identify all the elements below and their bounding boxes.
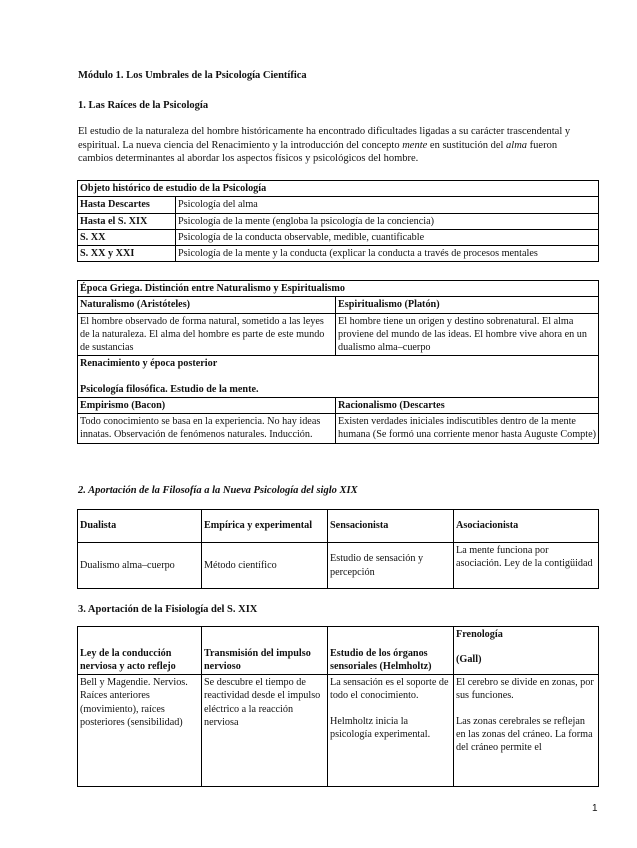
- empirical-cell: Método científico: [202, 543, 328, 589]
- sensationist-heading: Sensacionista: [328, 510, 454, 543]
- spiritualism-heading: Espiritualismo (Platón): [336, 297, 599, 313]
- table1-period: S. XX y XXI: [78, 246, 176, 262]
- conduction-cell: Bell y Magendie. Nervios. Raíces anteriores (movimiento), raíces posteriores (sensibilidad): [78, 675, 202, 787]
- rationalism-heading: Racionalismo (Descartes: [336, 397, 599, 413]
- sensory-organs-cell: [328, 675, 454, 787]
- section1-heading: 1. Las Raíces de la Psicología: [78, 100, 209, 111]
- section1-paragraph: [78, 125, 592, 166]
- table1-object: Psicología del alma: [176, 197, 599, 213]
- renaissance-heading: Renacimiento y época posterior: [80, 358, 218, 370]
- philosophical-psychology-heading: Psicología filosófica. Estudio de la mente.: [80, 383, 259, 395]
- para-part-c: fueron cambios determinantes al abordar los aspectos físicos y psicológicos del hombre.: [78, 139, 558, 165]
- table-row: [78, 213, 599, 229]
- transmission-cell: Se descubre el tiempo de reactividad desde el impulso eléctrico a la reacción nerviosa: [202, 675, 328, 787]
- sensory-organs-heading: Estudio de los órganos sensoriales (Helmholtz): [328, 627, 454, 675]
- phrenology-author: (Gall): [456, 654, 482, 666]
- historical-object-table: [77, 180, 599, 262]
- para-part-b: en sustitución del: [427, 139, 507, 151]
- sensory-text-1: La sensación es el soporte de todo el conocimiento.: [330, 677, 449, 702]
- para-term-mente: mente: [402, 139, 428, 151]
- para-term-alma: alma: [506, 139, 528, 151]
- naturalism-text: El hombre observado de forma natural, sometido a las leyes de la naturaleza. El alma del hombre es parte de este mundo de sustancias: [78, 313, 336, 356]
- associationist-cell: La mente funciona por asociación. Ley de la contigüidad: [454, 543, 599, 589]
- para-part-a: El estudio de la naturaleza del hombre históricamente ha encontrado dificultades ligadas a su carácter trascendental y espiritual. La nueva ciencia del Renacimiento y la introducción del concepto: [78, 126, 571, 151]
- table1-period: Hasta el S. XIX: [78, 213, 176, 229]
- table-row: [78, 197, 599, 213]
- philosophy-table: [77, 280, 599, 444]
- phrenology-heading-cell: [454, 627, 599, 675]
- phrenology-text-1: El cerebro se divide en zonas, por sus funciones.: [456, 677, 594, 702]
- dualist-heading: Dualista: [78, 510, 202, 543]
- table-row: [78, 229, 599, 245]
- table2-header: Época Griega. Distinción entre Naturalismo y Espiritualismo: [78, 281, 599, 297]
- table1-object: Psicología de la mente y la conducta (explicar la conducta a través de procesos mentales: [176, 246, 599, 262]
- renaissance-cell: [78, 356, 599, 398]
- philosophy-contribution-table: [77, 509, 599, 589]
- page-number: 1: [592, 803, 598, 814]
- spiritualism-text: El hombre tiene un origen y destino sobrenatural. El alma proviene del mundo de las ideas. El hombre vive ahora en un dualismo alma–cuerpo: [336, 313, 599, 356]
- phrenology-text-2: Las zonas cerebrales se reflejan en las zonas del cráneo. La forma del cráneo permite el: [456, 715, 593, 753]
- empiricism-heading: Empirismo (Bacon): [78, 397, 336, 413]
- associationist-heading: Asociacionista: [454, 510, 599, 543]
- conduction-heading: Ley de la conducción nerviosa y acto reflejo: [78, 627, 202, 675]
- phrenology-cell: [454, 675, 599, 787]
- empiricism-text: Todo conocimiento se basa en la experiencia. No hay ideas innatas. Observación de fenómenos naturales. Inducción.: [78, 414, 336, 444]
- table1-header: Objeto histórico de estudio de la Psicología: [78, 181, 599, 197]
- rationalism-text: Existen verdades iniciales indiscutibles dentro de la mente humana (Se formó una corriente menor hasta Auguste Compte): [336, 414, 599, 444]
- dualist-cell: Dualismo alma–cuerpo: [78, 543, 202, 589]
- table1-period: S. XX: [78, 229, 176, 245]
- sensationist-cell: Estudio de sensación y percepción: [328, 543, 454, 589]
- table1-period: Hasta Descartes: [78, 197, 176, 213]
- table1-object: Psicología de la conducta observable, medible, cuantificable: [176, 229, 599, 245]
- naturalism-heading: Naturalismo (Aristóteles): [78, 297, 336, 313]
- table1-object: Psicología de la mente (engloba la psicología de la conciencia): [176, 213, 599, 229]
- sensory-text-2: Helmholtz inicia la psicología experimental.: [330, 715, 431, 740]
- section2-heading: 2. Aportación de la Filosofía a la Nueva Psicología del siglo XIX: [78, 485, 358, 496]
- document-title: Módulo 1. Los Umbrales de la Psicología Científica: [78, 70, 307, 81]
- empirical-heading: Empírica y experimental: [202, 510, 328, 543]
- table-row: [78, 246, 599, 262]
- transmission-heading: Transmisión del impulso nervioso: [202, 627, 328, 675]
- physiology-contribution-table: [77, 626, 599, 787]
- section3-heading: 3. Aportación de la Fisiología del S. XIX: [78, 604, 258, 615]
- phrenology-heading: Frenología: [456, 629, 503, 640]
